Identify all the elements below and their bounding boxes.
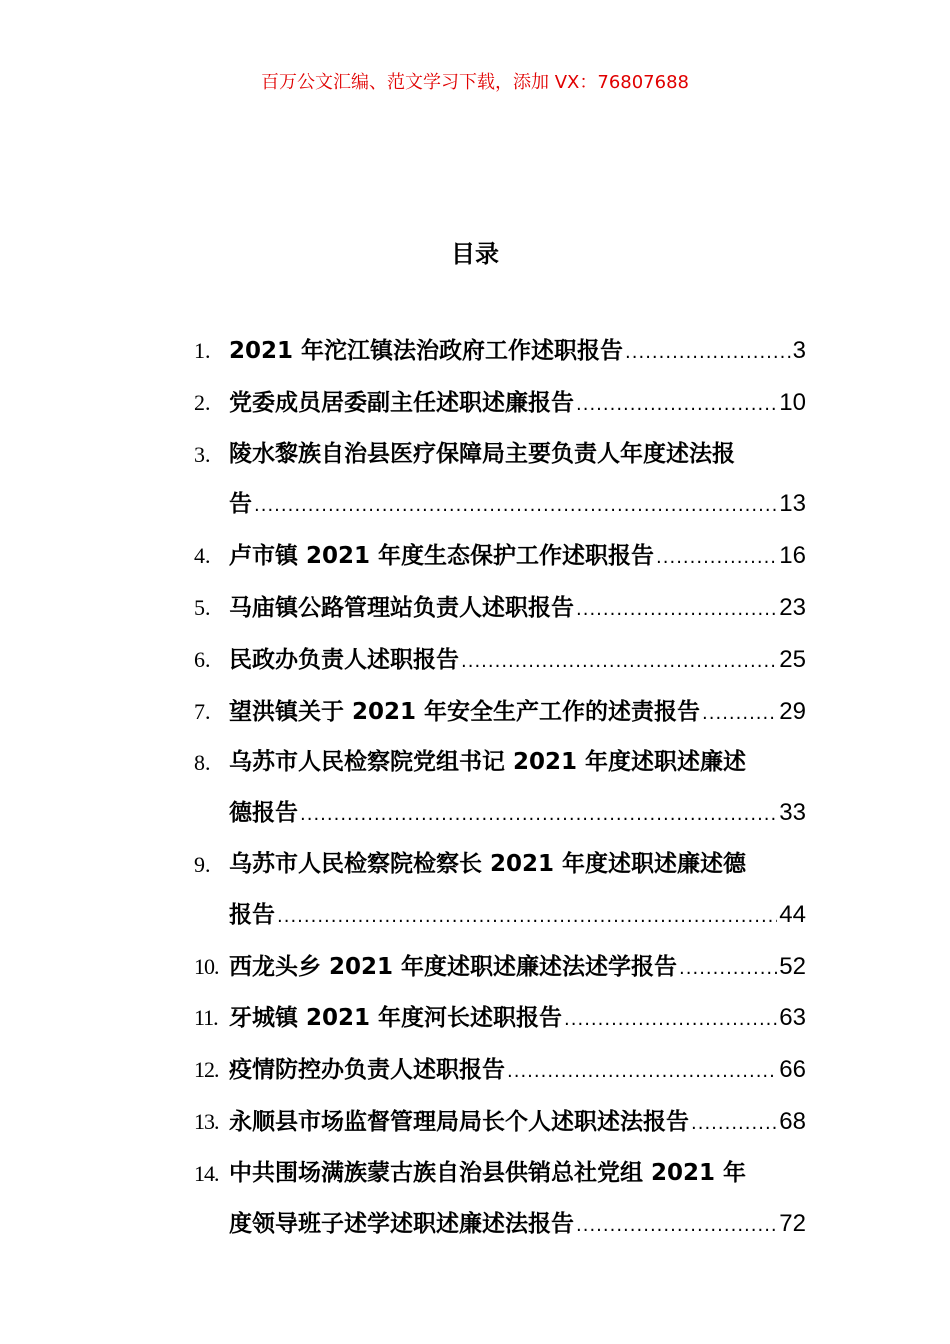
toc-item[interactable] xyxy=(194,583,806,635)
toc-item-number: 11. xyxy=(194,1005,218,1031)
toc-item[interactable] xyxy=(194,942,806,994)
page-title: 目录 xyxy=(451,240,499,268)
toc-item-title: 永顺县市场监督管理局局长个人述职述法报告 xyxy=(229,1108,689,1135)
toc-dot-leader xyxy=(564,995,777,1045)
toc-item-page: 3 xyxy=(792,337,806,364)
toc-item-title: 乌苏市人民检察院检察长 2021 年度述职述廉述德 xyxy=(229,850,747,877)
toc-item-title: 中共围场满族蒙古族自治县供销总社党组 2021 年 xyxy=(229,1159,747,1186)
toc-item-title: 疫情防控办负责人述职报告 xyxy=(229,1057,505,1084)
toc-item-number: 14. xyxy=(194,1160,219,1186)
toc-dot-leader xyxy=(625,328,791,378)
toc-dot-leader xyxy=(691,1099,777,1149)
toc-item-title: 望洪镇关于 2021 年安全生产工作的述责报告 xyxy=(229,698,701,725)
toc-item-number: 7. xyxy=(194,698,211,724)
toc-item-title-continued: 德报告 xyxy=(229,800,298,827)
toc-dot-leader xyxy=(461,637,777,687)
toc-dot-leader xyxy=(679,944,777,994)
toc-dot-leader xyxy=(254,481,777,531)
toc-item-number: 8. xyxy=(194,750,211,776)
toc-item-title: 民政办负责人述职报告 xyxy=(229,646,459,673)
toc-item-page: 72 xyxy=(779,1209,806,1237)
toc-item-title: 党委成员居委副主任述职述廉报告 xyxy=(229,389,574,416)
toc-item-number: 6. xyxy=(194,646,211,672)
toc-item-number: 3. xyxy=(194,441,211,467)
toc-item-title-continued: 报告 xyxy=(229,901,275,928)
toc-dot-leader xyxy=(507,1047,777,1097)
toc-item[interactable] xyxy=(194,378,806,430)
toc-item-number: 4. xyxy=(194,543,211,569)
toc-dot-leader xyxy=(656,533,777,583)
toc-item[interactable] xyxy=(194,635,806,687)
toc-dot-leader xyxy=(277,892,777,942)
table-of-contents xyxy=(194,326,806,1250)
toc-item-page: 33 xyxy=(779,799,806,827)
toc-item[interactable] xyxy=(194,1149,806,1251)
toc-item-title-continued: 度领导班子述学述职述廉述法报告 xyxy=(229,1210,574,1237)
toc-item[interactable] xyxy=(194,531,806,583)
toc-item-number: 12. xyxy=(194,1057,219,1083)
toc-item-number: 13. xyxy=(194,1108,219,1134)
toc-item-title: 西龙头乡 2021 年度述职述廉述法述学报告 xyxy=(229,953,678,980)
toc-item-title: 卢市镇 2021 年度生态保护工作述职报告 xyxy=(229,543,655,570)
toc-item[interactable] xyxy=(194,326,806,378)
toc-item-page: 63 xyxy=(779,1004,806,1032)
toc-item[interactable] xyxy=(194,687,806,739)
toc-item-number: 1. xyxy=(194,338,211,363)
toc-item-page: 52 xyxy=(779,952,806,980)
toc-item-title: 2021 年沱江镇法治政府工作述职报告 xyxy=(229,338,624,364)
toc-item-page: 13 xyxy=(779,490,806,518)
toc-item-number: 2. xyxy=(194,389,211,415)
toc-item-title: 马庙镇公路管理站负责人述职报告 xyxy=(229,594,574,621)
toc-item[interactable] xyxy=(194,840,806,942)
toc-item-page: 23 xyxy=(779,593,806,621)
toc-dot-leader xyxy=(576,1201,777,1251)
toc-item-page: 68 xyxy=(779,1107,806,1135)
toc-item-page: 44 xyxy=(779,900,806,928)
toc-item-page: 66 xyxy=(779,1056,806,1084)
toc-item-page: 10 xyxy=(779,388,806,416)
toc-item-title: 陵水黎族自治县医疗保障局主要负责人年度述法报 xyxy=(229,440,735,467)
toc-item-page: 25 xyxy=(779,645,806,673)
toc-item[interactable] xyxy=(194,1045,806,1097)
toc-item[interactable] xyxy=(194,1097,806,1149)
toc-dot-leader xyxy=(576,380,777,430)
toc-item-number: 10. xyxy=(194,953,219,979)
toc-item-title: 牙城镇 2021 年度河长述职报告 xyxy=(229,1005,563,1032)
toc-item-page: 16 xyxy=(779,542,806,570)
toc-dot-leader xyxy=(576,585,777,635)
toc-item[interactable] xyxy=(194,430,806,532)
toc-item-page: 29 xyxy=(779,697,806,725)
toc-item-number: 5. xyxy=(194,594,211,620)
toc-item-number: 9. xyxy=(194,851,211,877)
header-note: 百万公文汇编、范文学习下载，添加 VX：76807688 xyxy=(261,72,689,93)
toc-dot-leader xyxy=(300,790,777,840)
toc-item[interactable] xyxy=(194,993,806,1045)
toc-item[interactable] xyxy=(194,738,806,840)
toc-item-title: 乌苏市人民检察院党组书记 2021 年度述职述廉述 xyxy=(229,749,747,776)
toc-dot-leader xyxy=(702,689,777,739)
toc-item-title-continued: 告 xyxy=(229,491,252,518)
